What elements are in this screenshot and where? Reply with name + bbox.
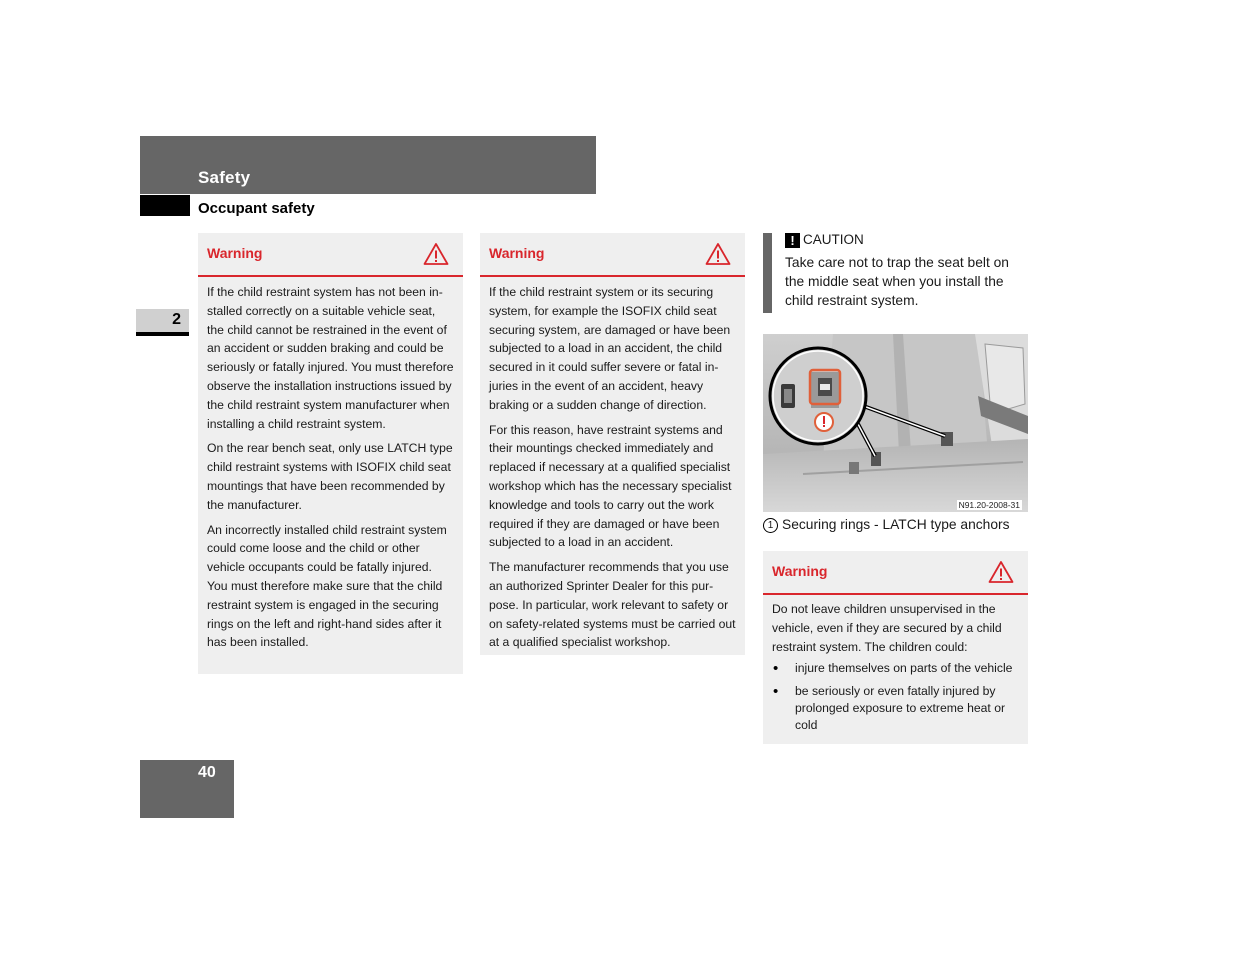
warning-header — [763, 551, 1028, 595]
callout-number: 1 — [763, 518, 778, 533]
chapter-tab — [136, 309, 189, 336]
warning-paragraph: An incorrectly installed child restraint system could come loose and the child or other vehicle occupants could be fatally injured. You must therefore make sure that the child restraint system is engaged in the securing rings on the left and right-hand sides after it has been installed. — [207, 522, 447, 650]
caption-text: Securing rings - LATCH type anchors — [782, 517, 1010, 532]
warning-title: Warning — [207, 245, 263, 261]
warning-box-unsupervised — [763, 551, 1028, 744]
warning-intro: Do not leave children unsupervised in the vehicle, even if they are secured by a child restraint system. The children could: — [772, 602, 1002, 654]
chapter-number: 2 — [172, 311, 181, 328]
list-item: • be seriously or even fatally injured by prolonged exposure to extreme heat or cold — [772, 683, 1019, 734]
warning-bullet-list — [772, 660, 1019, 734]
warning-triangle-icon — [988, 560, 1014, 584]
warning-triangle-icon — [705, 242, 731, 266]
warning-paragraph: For this reason, have restraint systems and their mountings checked immediately and replaced if necessary at a qualified specialist workshop which has the necessary specialist knowledge and tools to carry out the work required if they are damaged or have been subjected to a load in an accident. — [489, 422, 732, 550]
warning-body — [763, 595, 1028, 748]
caution-label: CAUTION — [803, 232, 864, 247]
warning-body — [198, 277, 463, 666]
caution-text: Take care not to trap the seat belt on the middle seat when you install the child restraint system. — [785, 255, 1009, 308]
seat-illustration — [763, 334, 1028, 512]
warning-triangle-icon — [423, 242, 449, 266]
warning-paragraph: If the child restraint system or its securing system, for example the ISOFIX child seat securing system, are damaged or have been subjected to a load in an accident, the child secured in it could suffer severe or fatal injuries in the event of an accident, heavy braking or a sudden change of direction. — [489, 285, 731, 412]
latch-anchor-photo — [763, 334, 1028, 512]
warning-paragraph: If the child restraint system has not been installed correctly on a suitable vehicle seat, the child cannot be restrained in the event of an accident or sudden braking and could be seriously or fatally injured. You must therefore observe the installation instructions issued by the child restraint system manufacturer when installing a child restraint system. — [207, 285, 454, 431]
caution-bar — [763, 233, 772, 313]
subsection-title: Occupant safety — [198, 200, 315, 217]
warning-box-damaged-systems — [480, 233, 745, 655]
warning-box-installation — [198, 233, 463, 674]
page-number: 40 — [198, 764, 216, 781]
exclamation-icon: ! — [785, 233, 800, 248]
warning-title: Warning — [772, 563, 828, 579]
warning-title: Warning — [489, 245, 545, 261]
warning-body — [480, 277, 745, 666]
warning-header — [480, 233, 745, 277]
caution-header — [785, 232, 864, 248]
section-marker — [140, 195, 190, 216]
page-number-box — [140, 760, 234, 818]
figure-caption — [763, 517, 1010, 533]
section-title: Safety — [198, 168, 251, 187]
list-item: • injure themselves on parts of the vehicle — [772, 660, 1019, 677]
figure-code: N91.20-2008-31 — [958, 500, 1020, 510]
warning-paragraph: The manufacturer recommends that you use an authorized Sprinter Dealer for this purpose. In particular, work relevant to safety or on safety-related systems must be carried out at a qualified specialist workshop. — [489, 560, 736, 650]
warning-paragraph: On the rear bench seat, only use LATCH type child restraint systems with ISOFIX child seat mountings that have been recommended by the manufacturer. — [207, 441, 453, 512]
warning-header — [198, 233, 463, 277]
